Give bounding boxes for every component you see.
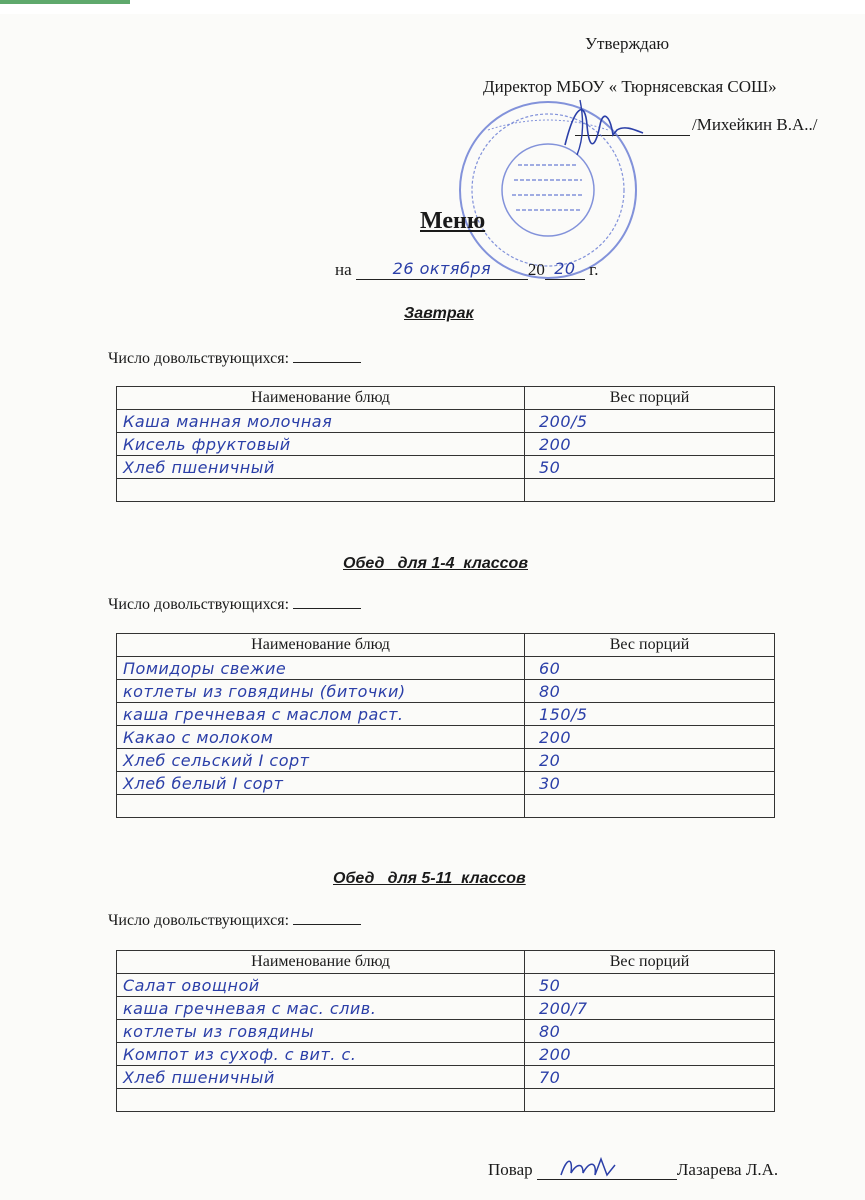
date-day-month: 26 октября	[356, 259, 528, 280]
count-label: Число довольствующихся:	[108, 596, 290, 613]
table-row	[117, 410, 775, 433]
weight-cell: 200	[525, 1043, 775, 1066]
table-row	[117, 749, 775, 772]
weight-cell: 60	[525, 657, 775, 680]
weight-cell: 200	[525, 726, 775, 749]
date-prefix: на	[335, 260, 352, 279]
table-row	[117, 997, 775, 1020]
breakfast-table	[116, 386, 775, 502]
cook-signature-line	[488, 1160, 778, 1180]
cook-name: Лазарева Л.А.	[676, 1160, 779, 1179]
date-suffix: г.	[589, 260, 599, 279]
table-row	[117, 772, 775, 795]
table-row	[117, 1020, 775, 1043]
table-row	[117, 680, 775, 703]
count-blank	[293, 910, 361, 925]
dish-cell	[117, 1089, 525, 1112]
director-name: /Михейкин В.А../	[692, 115, 818, 134]
table-row	[117, 974, 775, 997]
count-lunch-1-4	[108, 594, 361, 614]
table-row	[117, 479, 775, 502]
dish-cell: Хлеб пшеничный	[117, 1066, 525, 1089]
dish-cell: Каша манная молочная	[117, 410, 525, 433]
weight-cell: 150/5	[525, 703, 775, 726]
date-year-prefix: 20	[527, 260, 545, 279]
dish-cell: Хлеб пшеничный	[117, 456, 525, 479]
table-row	[117, 1089, 775, 1112]
weight-cell	[525, 479, 775, 502]
director-signature-icon	[555, 95, 645, 160]
lunch-1-4-table	[116, 633, 775, 818]
weight-cell: 200	[525, 433, 775, 456]
weight-cell: 50	[525, 456, 775, 479]
count-breakfast	[108, 348, 361, 368]
dish-cell: котлеты из говядины (биточки)	[117, 680, 525, 703]
approval-heading: Утверждаю	[585, 34, 670, 53]
dish-cell: каша гречневая с мас. слив.	[117, 997, 525, 1020]
date-year: 20	[545, 259, 585, 280]
table-row	[117, 657, 775, 680]
lunch-5-11-table	[116, 950, 775, 1112]
count-label: Число довольствующихся:	[108, 912, 290, 929]
count-lunch-5-11	[108, 910, 361, 930]
column-header-weight: Вес порций	[525, 634, 775, 657]
cook-signature-blank	[537, 1161, 677, 1180]
dish-cell: Помидоры свежие	[117, 657, 525, 680]
dish-cell: Хлеб сельский I сорт	[117, 749, 525, 772]
section-title-lunch-5-11: Обед для 5-11 классов	[333, 870, 526, 887]
weight-cell: 200/5	[525, 410, 775, 433]
weight-cell: 70	[525, 1066, 775, 1089]
table-header-row	[117, 634, 775, 657]
page-title: Меню	[420, 208, 486, 234]
column-header-dish: Наименование блюд	[117, 634, 525, 657]
date-line	[335, 259, 598, 280]
dish-cell: Салат овощной	[117, 974, 525, 997]
count-blank	[293, 348, 361, 363]
weight-cell: 50	[525, 974, 775, 997]
table-row	[117, 726, 775, 749]
dish-cell: каша гречневая с маслом раст.	[117, 703, 525, 726]
table-row	[117, 703, 775, 726]
dish-cell: котлеты из говядины	[117, 1020, 525, 1043]
section-title-lunch-1-4: Обед для 1-4 классов	[343, 555, 528, 572]
weight-cell: 200/7	[525, 997, 775, 1020]
table-header-row	[117, 387, 775, 410]
weight-cell	[525, 795, 775, 818]
weight-cell: 80	[525, 1020, 775, 1043]
table-header-row	[117, 951, 775, 974]
column-header-dish: Наименование блюд	[117, 951, 525, 974]
table-row	[117, 1043, 775, 1066]
dish-cell: Какао с молоком	[117, 726, 525, 749]
dish-cell	[117, 795, 525, 818]
count-blank	[293, 594, 361, 609]
weight-cell: 20	[525, 749, 775, 772]
column-header-dish: Наименование блюд	[117, 387, 525, 410]
table-row	[117, 433, 775, 456]
dish-cell: Кисель фруктовый	[117, 433, 525, 456]
table-row	[117, 1066, 775, 1089]
cook-label: Повар	[488, 1160, 533, 1179]
weight-cell: 80	[525, 680, 775, 703]
cook-signature-icon	[557, 1153, 617, 1183]
weight-cell	[525, 1089, 775, 1112]
dish-cell: Хлеб белый I сорт	[117, 772, 525, 795]
director-title: Директор МБОУ « Тюрнясевская СОШ»	[483, 77, 777, 96]
weight-cell: 30	[525, 772, 775, 795]
column-header-weight: Вес порций	[525, 951, 775, 974]
section-title-breakfast: Завтрак	[404, 305, 474, 322]
count-label: Число довольствующихся:	[108, 350, 290, 367]
column-header-weight: Вес порций	[525, 387, 775, 410]
table-row	[117, 795, 775, 818]
top-green-edge	[0, 0, 130, 4]
dish-cell: Компот из сухоф. с вит. с.	[117, 1043, 525, 1066]
table-row	[117, 456, 775, 479]
dish-cell	[117, 479, 525, 502]
